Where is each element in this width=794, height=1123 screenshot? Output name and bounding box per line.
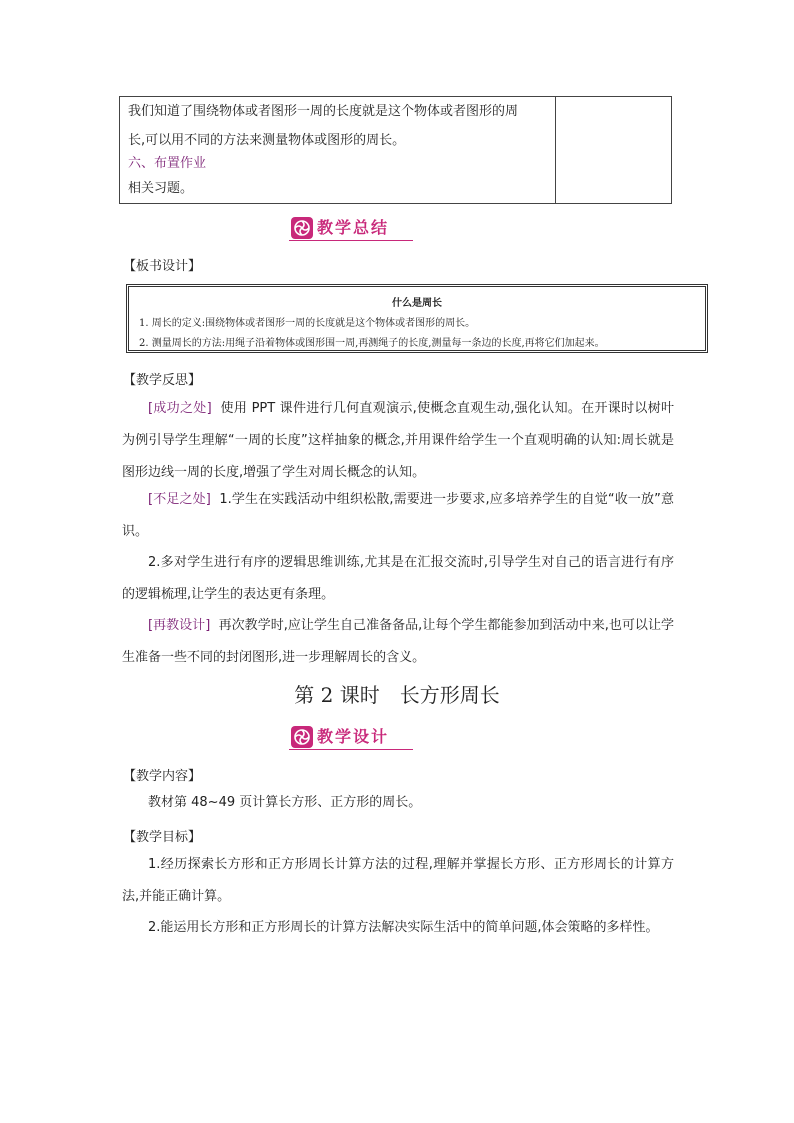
board-design-box xyxy=(126,284,708,353)
summary-banner-title: 教学总结 xyxy=(317,218,390,237)
reflection-shortfall xyxy=(122,484,674,548)
content-text: 教材第 48~49 页计算长方形、正方形的周长。 xyxy=(148,795,422,810)
shortfall-text: 1.学生在实践活动中组织松散,需要进一步要求,应多培养学生的自觉“收一放”意识。 xyxy=(122,492,675,539)
reflection-point-2: 2.多对学生进行有序的逻辑思维训练,尤其是在汇报交流时,引导学生对自己的语言进行有序的逻辑梳理,让学生的表达更有条理。 xyxy=(122,555,674,602)
redesign-tag: [再教设计] xyxy=(148,618,211,633)
summary-banner-underline xyxy=(289,240,413,241)
summary-banner xyxy=(289,217,413,239)
content-heading: 【教学内容】 xyxy=(123,769,202,784)
design-banner-underline xyxy=(289,749,413,750)
redesign-text: 再次教学时,应让学生自己准备备品,让每个学生都能参加到活动中来,也可以让学生准备一些不同的封闭图形,进一步理解周长的含义。 xyxy=(122,618,674,665)
success-text: 使用 PPT 课件进行几何直观演示,使概念直观生动,强化认知。在开课时以树叶为例引导学生理解“一周的长度”这样抽象的概念,并用课件给学生一个直观明确的认知:周长就是图形边线一周的长度,增强了学生对周长概念的认知。 xyxy=(122,401,674,480)
design-banner xyxy=(289,726,413,748)
lesson-table xyxy=(119,96,672,204)
board-design-heading: 【板书设计】 xyxy=(123,259,202,274)
board-item-1: 1. 周长的定义:围绕物体或者图形一周的长度就是这个物体或者图形的周长。 xyxy=(139,318,476,329)
table-divider xyxy=(555,97,556,203)
reflection-success xyxy=(122,393,674,489)
board-title: 什么是周长 xyxy=(392,298,442,309)
pinwheel-icon xyxy=(291,726,313,748)
reflection-redesign xyxy=(122,610,674,674)
success-tag: [成功之处] xyxy=(148,401,212,416)
goals-heading: 【教学目标】 xyxy=(123,830,202,845)
goal-2: 2.能运用长方形和正方形周长的计算方法解决实际生活中的简单问题,体会策略的多样性。 xyxy=(148,920,659,935)
pinwheel-icon xyxy=(291,217,313,239)
goal-1: 1.经历探索长方形和正方形周长计算方法的过程,理解并掌握长方形、正方形周长的计算方法,并能正确计算。 xyxy=(122,857,674,904)
homework-heading: 六、布置作业 xyxy=(128,156,207,171)
table-line-2: 长,可以用不同的方法来测量物体或图形的周长。 xyxy=(128,133,406,148)
reflection-heading: 【教学反思】 xyxy=(123,373,202,388)
shortfall-tag: [不足之处] xyxy=(148,492,211,507)
design-banner-title: 教学设计 xyxy=(317,727,390,746)
lesson-title: 第 2 课时 长方形周长 xyxy=(294,683,500,707)
table-line-1: 我们知道了围绕物体或者图形一周的长度就是这个物体或者图形的周 xyxy=(128,104,519,119)
homework-text: 相关习题。 xyxy=(128,181,194,196)
board-item-2: 2. 测量周长的方法:用绳子沿着物体或图形围一周,再测绳子的长度,测量每一条边的长度,再将它们加起来。 xyxy=(139,338,605,349)
